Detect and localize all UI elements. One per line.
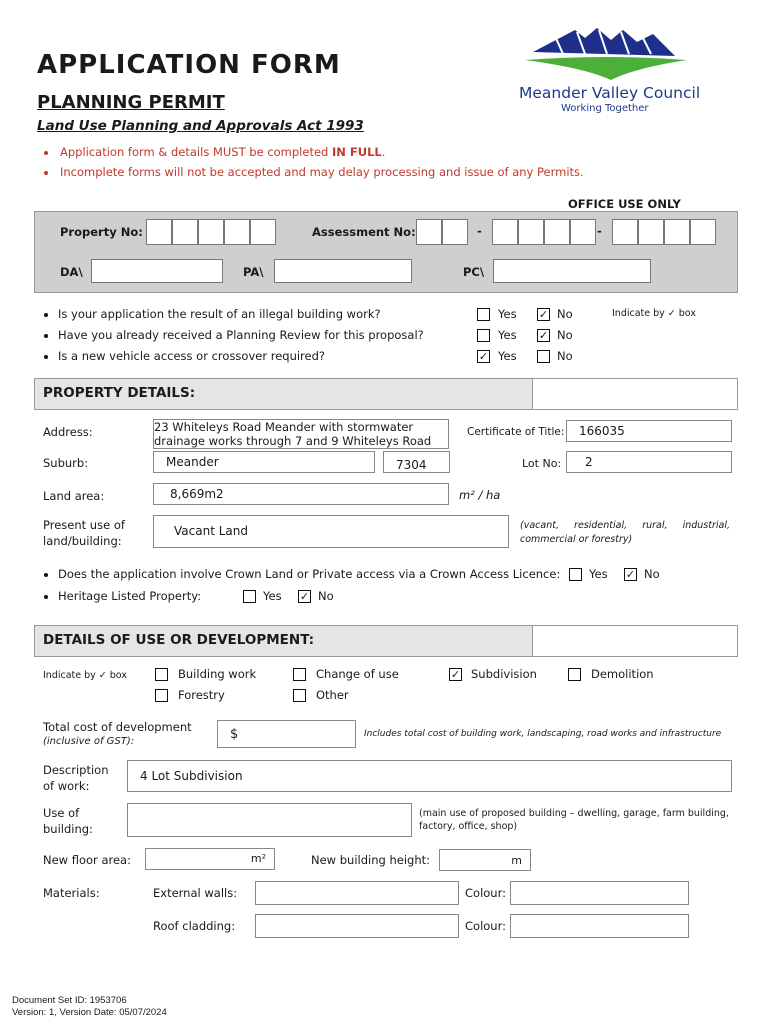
certificate-label: Certificate of Title: bbox=[467, 426, 565, 438]
forestry-label: Forestry bbox=[178, 688, 225, 702]
property-no-label: Property No: bbox=[60, 225, 143, 239]
lot-input[interactable]: 2 bbox=[566, 451, 732, 473]
bullet-icon bbox=[44, 151, 48, 155]
illegal-work-no-checkbox[interactable] bbox=[537, 308, 550, 321]
certificate-input[interactable]: 166035 bbox=[566, 420, 732, 442]
assessment-no-digit[interactable] bbox=[492, 219, 518, 245]
building-work-checkbox[interactable] bbox=[155, 668, 168, 681]
total-cost-input[interactable] bbox=[217, 720, 356, 748]
indicate-hint: Indicate by ✓ box bbox=[43, 670, 127, 681]
bullet-icon bbox=[44, 171, 48, 175]
bullet-icon bbox=[44, 313, 48, 317]
lot-label: Lot No: bbox=[522, 457, 562, 470]
vehicle-access-no-checkbox[interactable] bbox=[537, 350, 550, 363]
planning-review-no-checkbox[interactable] bbox=[537, 329, 550, 342]
form-subtitle: PLANNING PERMIT bbox=[37, 92, 225, 113]
property-details-header bbox=[34, 378, 738, 410]
assessment-no-digit[interactable] bbox=[612, 219, 638, 245]
building-height-input[interactable] bbox=[439, 849, 531, 871]
pa-label: PA\ bbox=[243, 265, 264, 279]
property-no-digit[interactable] bbox=[198, 219, 224, 245]
heritage-question: Heritage Listed Property: bbox=[44, 589, 201, 603]
postcode-input[interactable]: 7304 bbox=[383, 451, 450, 473]
suburb-label: Suburb: bbox=[43, 456, 89, 470]
walls-colour-label: Colour: bbox=[465, 886, 506, 900]
no-label: No bbox=[644, 567, 660, 581]
change-of-use-checkbox[interactable] bbox=[293, 668, 306, 681]
bullet-icon bbox=[44, 334, 48, 338]
da-label: DA\ bbox=[60, 265, 83, 279]
assessment-no-digit[interactable] bbox=[442, 219, 468, 245]
heritage-no-checkbox[interactable] bbox=[298, 590, 311, 603]
building-height-label: New building height: bbox=[311, 853, 430, 867]
council-tagline: Working Together bbox=[561, 103, 649, 114]
external-walls-input[interactable] bbox=[255, 881, 459, 905]
unit-label: m² bbox=[250, 852, 266, 865]
section-title: DETAILS OF USE OR DEVELOPMENT: bbox=[43, 632, 315, 648]
description-label: Description of work: bbox=[43, 763, 109, 793]
yes-label: Yes bbox=[498, 307, 517, 321]
property-no-digit[interactable] bbox=[146, 219, 172, 245]
total-cost-hint: Includes total cost of building work, landscaping, road works and infrastructure bbox=[364, 729, 722, 739]
yes-label: Yes bbox=[589, 567, 608, 581]
demolition-checkbox[interactable] bbox=[568, 668, 581, 681]
council-name: Meander Valley Council bbox=[519, 84, 701, 102]
land-area-label: Land area: bbox=[43, 489, 105, 503]
present-use-label: Present use of land/building: bbox=[43, 518, 125, 548]
notice-2: Incomplete forms will not be accepted and may delay processing and issue of any Permits. bbox=[44, 165, 584, 179]
assessment-no-digit[interactable] bbox=[544, 219, 570, 245]
question-illegal-work: Is your application the result of an illegal building work? bbox=[44, 307, 381, 321]
land-area-input[interactable]: 8,669m2 bbox=[153, 483, 449, 505]
new-floor-area-label: New floor area: bbox=[43, 853, 131, 867]
section-header-blank bbox=[532, 379, 737, 409]
use-of-building-label: Use of building: bbox=[43, 806, 93, 836]
no-label: No bbox=[557, 349, 573, 363]
crown-land-no-checkbox[interactable] bbox=[624, 568, 637, 581]
bullet-icon bbox=[44, 573, 48, 577]
assessment-no-digit[interactable] bbox=[518, 219, 544, 245]
roof-colour-label: Colour: bbox=[465, 919, 506, 933]
roof-cladding-input[interactable] bbox=[255, 914, 459, 938]
bullet-icon bbox=[44, 595, 48, 599]
property-no-digit[interactable] bbox=[250, 219, 276, 245]
question-planning-review: Have you already received a Planning Review for this proposal? bbox=[44, 328, 424, 342]
address-input[interactable]: 23 Whiteleys Road Meander with stormwater drainage works through 7 and 9 Whiteleys Road bbox=[153, 419, 449, 449]
council-logo bbox=[515, 24, 705, 124]
check-icon: ✓ bbox=[625, 568, 636, 581]
materials-label: Materials: bbox=[43, 886, 100, 900]
pa-input[interactable] bbox=[274, 259, 412, 283]
land-area-unit: m² / ha bbox=[459, 488, 501, 502]
present-use-input[interactable]: Vacant Land bbox=[153, 515, 509, 548]
check-icon: ✓ bbox=[538, 308, 549, 321]
assessment-no-digit[interactable] bbox=[638, 219, 664, 245]
roof-colour-input[interactable] bbox=[510, 914, 689, 938]
assessment-no-label: Assessment No: bbox=[312, 225, 416, 239]
unit-label: m bbox=[511, 854, 522, 867]
no-label: No bbox=[318, 589, 334, 603]
present-use-hint: (vacant, residential, rural, industrial, commercial or forestry) bbox=[520, 520, 730, 545]
assessment-no-digit[interactable] bbox=[416, 219, 442, 245]
check-icon: ✓ bbox=[478, 350, 489, 363]
form-title: APPLICATION FORM bbox=[37, 50, 341, 80]
external-walls-label: External walls: bbox=[153, 886, 238, 900]
pc-label: PC\ bbox=[463, 265, 485, 279]
yes-label: Yes bbox=[498, 328, 517, 342]
notice-1: Application form & details MUST be completed IN FULL. bbox=[44, 145, 385, 159]
demolition-label: Demolition bbox=[591, 667, 654, 681]
assessment-no-digit[interactable] bbox=[570, 219, 596, 245]
description-input[interactable]: 4 Lot Subdivision bbox=[127, 760, 732, 792]
subdivision-checkbox[interactable] bbox=[449, 668, 462, 681]
da-input[interactable] bbox=[91, 259, 223, 283]
property-no-digit[interactable] bbox=[172, 219, 198, 245]
total-cost-label: Total cost of development bbox=[43, 720, 192, 734]
assessment-no-digit[interactable] bbox=[664, 219, 690, 245]
check-icon: ✓ bbox=[538, 329, 549, 342]
no-label: No bbox=[557, 307, 573, 321]
vehicle-access-yes-checkbox[interactable] bbox=[477, 350, 490, 363]
crown-land-question: Does the application involve Crown Land or Private access via a Crown Access Licence: bbox=[44, 567, 560, 581]
use-of-building-input[interactable] bbox=[127, 803, 412, 837]
property-no-digit[interactable] bbox=[224, 219, 250, 245]
act-title: Land Use Planning and Approvals Act 1993 bbox=[37, 118, 364, 134]
forestry-checkbox[interactable] bbox=[155, 689, 168, 702]
section-header-blank bbox=[532, 626, 737, 656]
heritage-yes-checkbox[interactable] bbox=[243, 590, 256, 603]
office-use-label: OFFICE USE ONLY bbox=[568, 197, 681, 211]
bullet-icon bbox=[44, 355, 48, 359]
roof-cladding-label: Roof cladding: bbox=[153, 919, 236, 933]
crown-land-yes-checkbox[interactable] bbox=[569, 568, 582, 581]
office-use-box bbox=[34, 211, 738, 293]
council-logo-graphic bbox=[515, 24, 705, 86]
indicate-hint: Indicate by ✓ box bbox=[612, 308, 696, 319]
details-of-use-header bbox=[34, 625, 738, 657]
no-label: No bbox=[557, 328, 573, 342]
other-label: Other bbox=[316, 688, 349, 702]
total-cost-sublabel: (inclusive of GST): bbox=[43, 736, 135, 747]
section-title: PROPERTY DETAILS: bbox=[43, 385, 196, 401]
yes-label: Yes bbox=[498, 349, 517, 363]
address-label: Address: bbox=[43, 425, 93, 439]
walls-colour-input[interactable] bbox=[510, 881, 689, 905]
assessment-no-digit[interactable] bbox=[690, 219, 716, 245]
dash: - bbox=[597, 224, 602, 238]
dash: - bbox=[477, 224, 482, 238]
currency-symbol: $ bbox=[230, 727, 239, 742]
suburb-input[interactable]: Meander bbox=[153, 451, 375, 473]
check-icon: ✓ bbox=[450, 668, 461, 681]
question-vehicle-access: Is a new vehicle access or crossover required? bbox=[44, 349, 325, 363]
building-work-label: Building work bbox=[178, 667, 257, 681]
other-checkbox[interactable] bbox=[293, 689, 306, 702]
change-of-use-label: Change of use bbox=[316, 667, 399, 681]
new-floor-area-input[interactable] bbox=[145, 848, 275, 870]
pc-input[interactable] bbox=[493, 259, 651, 283]
yes-label: Yes bbox=[263, 589, 282, 603]
document-id: Document Set ID: 1953706 bbox=[12, 995, 127, 1006]
illegal-work-yes-checkbox[interactable] bbox=[477, 308, 490, 321]
check-icon: ✓ bbox=[299, 590, 310, 603]
planning-review-yes-checkbox[interactable] bbox=[477, 329, 490, 342]
use-of-building-hint: (main use of proposed building – dwelling, garage, farm building, factory, office, shop) bbox=[419, 808, 729, 832]
subdivision-label: Subdivision bbox=[471, 667, 537, 681]
version-info: Version: 1, Version Date: 05/07/2024 bbox=[12, 1007, 167, 1018]
